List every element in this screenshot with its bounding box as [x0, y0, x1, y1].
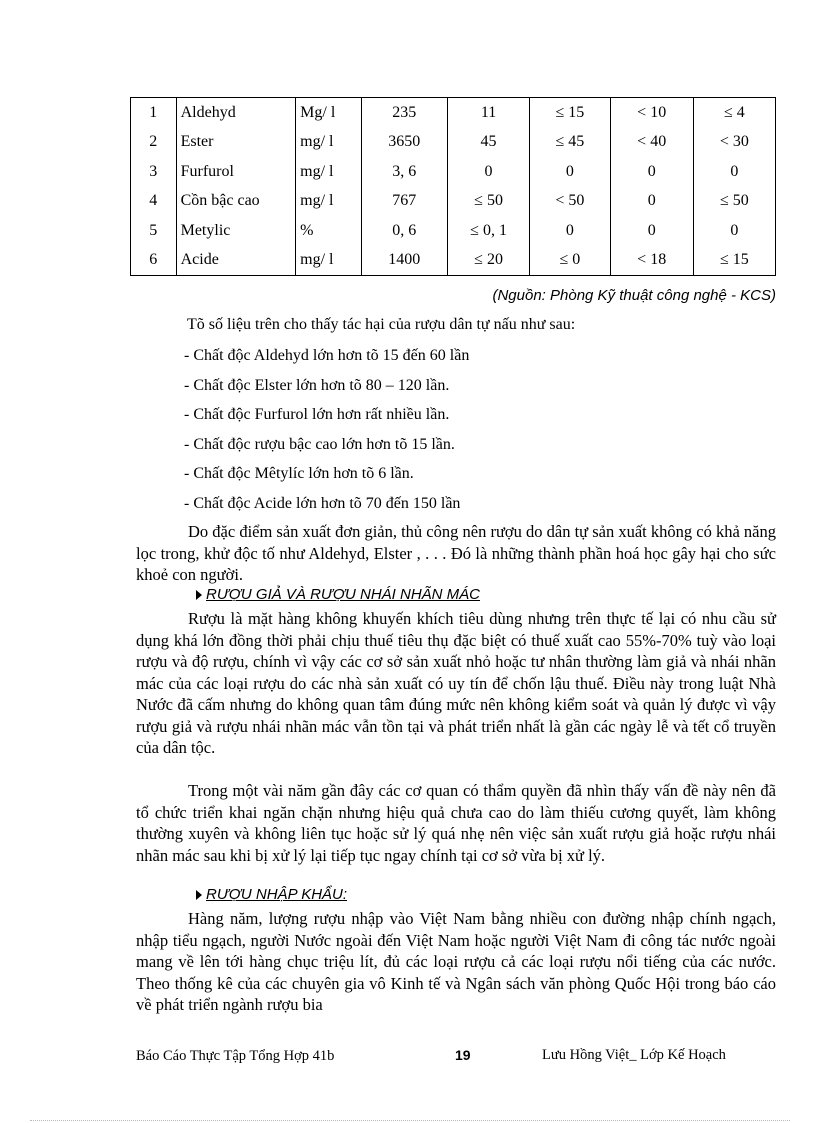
cell-unit: Mg/ l [296, 98, 361, 128]
section-heading-text: RƯỢU GIẢ VÀ RƯỢU NHÁI NHÃN MÁC [206, 586, 481, 603]
cell-value-3: ≤ 15 [530, 98, 611, 128]
cell-value-2: 45 [447, 128, 529, 158]
cell-value-4: 0 [610, 216, 693, 246]
cell-value-3: 0 [530, 216, 611, 246]
paragraph-authorities: Trong một vài năm gần đây các cơ quan có thẩm quyền đã nhìn thấy vấn đề này nên đã tổ chức triển khai ngăn chặn nhưng hiệu quả chưa cao do làm thiếu cương quyết, làm không thường xuyên và không liên tục hoặc sử lý quá nhẹ nên việc sản xuất rượu giả hoặc rượu nhái nhãn mác sau khi bị xử lý lại tiếp tục ngay chính tại cơ sở vừa bị xử lý. [136, 781, 776, 865]
cell-value-1: 767 [361, 187, 447, 217]
table-source-note: (Nguồn: Phòng Kỹ thuật công nghệ - KCS) [492, 287, 776, 304]
cell-value-4: < 18 [610, 246, 693, 276]
list-item: - Chất độc Furfurol lớn hơn rất nhiều lần. [184, 406, 450, 423]
section-heading-fake-wine [196, 586, 480, 603]
cell-index: 5 [131, 216, 177, 246]
cell-index: 2 [131, 128, 177, 158]
cell-value-4: < 40 [610, 128, 693, 158]
cell-substance: Ester [176, 128, 296, 158]
cell-value-5: ≤ 4 [693, 98, 775, 128]
section-heading-imported-wine [196, 886, 347, 903]
cell-substance: Acide [176, 246, 296, 276]
cell-value-1: 3, 6 [361, 157, 447, 187]
footer-author: Lưu Hồng Việt_ Lớp Kế Hoạch [542, 1047, 726, 1063]
cell-value-1: 1400 [361, 246, 447, 276]
table-row [131, 187, 776, 217]
cell-substance: Metylic [176, 216, 296, 246]
cell-unit: mg/ l [296, 128, 361, 158]
list-item: - Chất độc rượu bậc cao lớn hơn tõ 15 lần. [184, 435, 455, 453]
cell-substance: Furfurol [176, 157, 296, 187]
cell-value-5: ≤ 15 [693, 246, 775, 276]
cell-value-1: 0, 6 [361, 216, 447, 246]
cell-substance: Aldehyd [176, 98, 296, 128]
table-row [131, 246, 776, 276]
toxicity-list [184, 345, 469, 522]
cell-unit: mg/ l [296, 157, 361, 187]
cell-substance: Cồn bậc cao [176, 187, 296, 217]
cell-value-2: ≤ 0, 1 [447, 216, 529, 246]
table-row [131, 128, 776, 158]
table-row [131, 216, 776, 246]
paragraph-production: Do đặc điểm sản xuất đơn giản, thủ công nên rượu do dân tự sản xuất không có khả năng lọc trong, khử độc tố như Aldehyd, Elster , . . . Đó là những thành phần hoá học gây hại cho sức khoẻ con người. [136, 522, 776, 584]
page-bottom-divider [30, 1120, 790, 1121]
cell-value-5: 0 [693, 216, 775, 246]
paragraph-imported-wine: Hàng năm, lượng rượu nhập vào Việt Nam bằng nhiều con đường nhập chính ngạch, nhập tiểu ngạch, người Nước ngoài đến Việt Nam hoặc người Việt Nam đi công tác nước ngoài mang về lên tới hàng chục triệu lít, đủ các loại rượu cả các loại rượu nổi tiếng của các nước. Theo thống kê của các chuyên gia vô Kinh tế và Ngân sách văn phòng Quốc Hội trong báo cáo về phát triển ngành rượu bia [136, 909, 776, 1014]
cell-index: 3 [131, 157, 177, 187]
intro-sentence: Tõ số liệu trên cho thấy tác hại của rượu dân tự nấu như sau: [187, 316, 576, 333]
list-item: - Chất độc Acide lớn hơn tõ 70 đến 150 lần [184, 494, 461, 512]
cell-unit: mg/ l [296, 246, 361, 276]
paragraph-fake-wine: Rượu là mặt hàng không khuyến khích tiêu dùng nhưng trên thực tế lại có nhu cầu sử dụng khá lớn đồng thời phải chịu thuế tiêu thụ đặc biệt có thuế xuất cao 55%-70% tuỳ vào loại rượu và độ rượu, chính vì vậy các cơ sở sản xuất nhỏ hoặc tư nhân thường làm giả và nhái nhãn mác của các loại rượu do các nhà sản xuất có uy tín để chốn lậu thuế. Điều này trong luật Nhà Nước đã cấm nhưng do không quan tâm đúng mức nên không kiểm soát và quản lý được vì vậy rượu giả và rượu nhái nhãn mác vẫn tồn tại và phát triển nhất là gần các ngày lễ và tết cổ truyền của dân tộc. [136, 609, 776, 757]
toxin-table-body [131, 98, 776, 276]
cell-value-2: 0 [447, 157, 529, 187]
cell-unit: mg/ l [296, 187, 361, 217]
cell-value-3: < 50 [530, 187, 611, 217]
cell-value-3: 0 [530, 157, 611, 187]
list-item: - Chất độc Elster lớn hơn tõ 80 – 120 lần. [184, 376, 450, 394]
cell-index: 4 [131, 187, 177, 217]
cell-value-3: ≤ 45 [530, 128, 611, 158]
cell-value-1: 235 [361, 98, 447, 128]
footer-report-title: Báo Cáo Thực Tập Tổng Hợp 41b [136, 1048, 335, 1064]
cell-index: 1 [131, 98, 177, 128]
list-item: - Chất độc Mêtylíc lớn hơn tõ 6 lần. [184, 465, 414, 482]
cell-value-3: ≤ 0 [530, 246, 611, 276]
section-heading-text: RƯỢU NHẬP KHẨU: [206, 886, 348, 903]
cell-value-4: < 10 [610, 98, 693, 128]
cell-value-4: 0 [610, 187, 693, 217]
cell-value-2: ≤ 20 [447, 246, 529, 276]
cell-unit: % [296, 216, 361, 246]
cell-value-2: ≤ 50 [447, 187, 529, 217]
cell-index: 6 [131, 246, 177, 276]
toxin-table [130, 97, 776, 276]
arrow-bullet-icon [196, 590, 202, 600]
page-number: 19 [455, 1047, 471, 1063]
list-item: - Chất độc Aldehyd lớn hơn tõ 15 đến 60 lần [184, 347, 470, 364]
cell-value-2: 11 [447, 98, 529, 128]
cell-value-5: ≤ 50 [693, 187, 775, 217]
cell-value-4: 0 [610, 157, 693, 187]
table-row [131, 157, 776, 187]
cell-value-5: < 30 [693, 128, 775, 158]
arrow-bullet-icon [196, 890, 202, 900]
table-row [131, 98, 776, 128]
cell-value-5: 0 [693, 157, 775, 187]
cell-value-1: 3650 [361, 128, 447, 158]
